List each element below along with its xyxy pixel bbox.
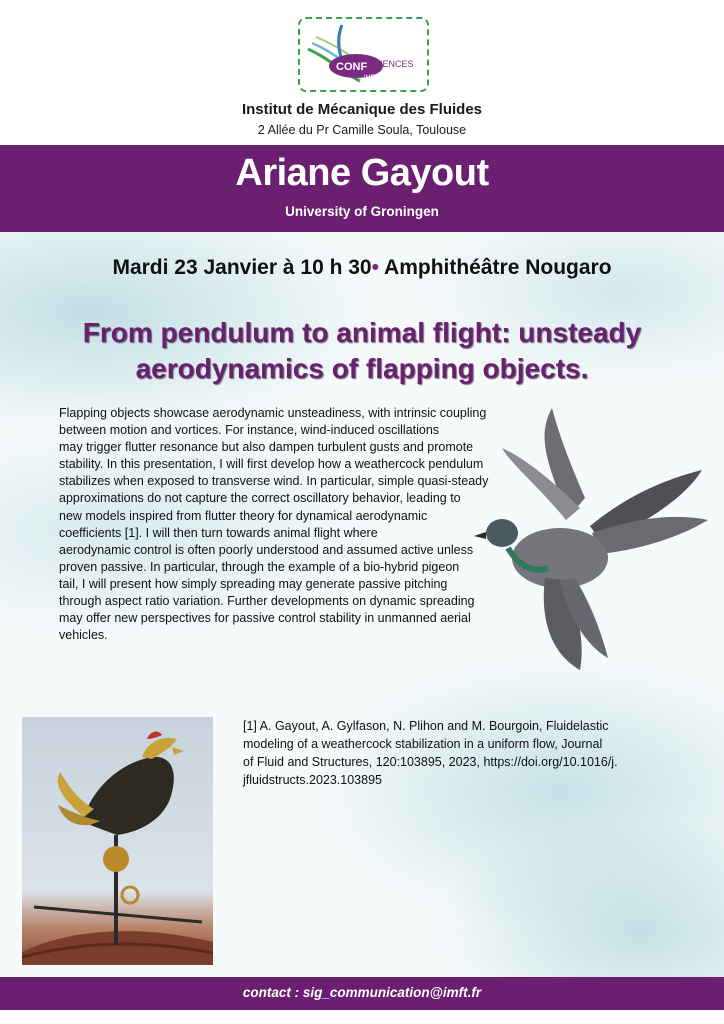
abstract-line: tail, I will present how simply spreading may generate passive pitching [59, 576, 448, 591]
reference-line: modeling of a weathercock stabilization in a uniform flow, Journal [243, 737, 603, 751]
reference [243, 717, 663, 789]
abstract-line: approximations do not capture the correct oscillatory behavior, leading to [59, 491, 461, 506]
logo-text-imft: IMFT [364, 75, 378, 81]
reference-line: jfluidstructs.2023.103895 [243, 773, 382, 787]
event-date-time: Mardi 23 Janvier à 10 h 30 [112, 256, 372, 279]
abstract-line: between motion and vortices. For instance, wind-induced oscillations [59, 423, 440, 438]
talk-title-line-2: aerodynamics of flapping objects. [135, 353, 589, 384]
abstract-line: new models inspired from flutter theory for dynamical aerodynamic [59, 508, 428, 523]
abstract-line: aerodynamic control is often poorly understood and assumed active unless [59, 542, 474, 557]
abstract-line: may trigger flutter resonance but also dampen turbulent gusts and promote [59, 440, 474, 455]
abstract-line: coefficients [1]. I will then turn towards animal flight where [59, 525, 378, 540]
reference-line: of Fluid and Structures, 120:103895, 2023, https://doi.org/10.1016/j. [243, 755, 618, 769]
institute-name: Institut de Mécanique des Fluides [241, 101, 483, 118]
event-line [0, 256, 724, 280]
event-separator: • [371, 256, 379, 279]
abstract-line: may offer new perspectives for passive control stability in unmanned aerial [59, 611, 471, 626]
abstract-line: stability. In this presentation, I will first develop how a weathercock pendulum [59, 457, 484, 472]
abstract [59, 405, 511, 644]
abstract-line: Flapping objects showcase aerodynamic unsteadiness, with intrinsic coupling [59, 406, 487, 420]
logo-text-luences: LUENCES [371, 59, 414, 69]
speaker-name: Ariane Gayout [235, 152, 489, 194]
abstract-line: proven passive. In particular, through the example of a bio-hybrid pigeon [59, 559, 460, 574]
talk-title [30, 315, 694, 387]
abstract-line: through aspect ratio variation. Further developments on dynamic spreading [59, 594, 475, 609]
weathercock-art [22, 717, 213, 965]
reference-line: [1] A. Gayout, A. Gylfason, N. Plihon and M. Bourgoin, Fluidelastic [243, 719, 609, 733]
speaker-affiliation: University of Groningen [285, 204, 439, 219]
talk-title-line-1: From pendulum to animal flight: unsteady [82, 317, 642, 348]
logo-text-conf: CONF [336, 61, 368, 73]
event-location: Amphithéâtre Nougaro [378, 256, 612, 279]
confluences-logo [298, 17, 429, 92]
institute-address: 2 Allée du Pr Camille Soula, Toulouse [257, 123, 467, 137]
weathercock-photo [22, 717, 213, 965]
confluences-logo-art [300, 19, 427, 90]
abstract-line: stabilizes when exposed to transverse wind. In particular, simple quasi-steady [59, 474, 489, 489]
contact-email[interactable]: contact : sig_communication@imft.fr [242, 985, 482, 1000]
abstract-line: vehicles. [59, 628, 108, 643]
